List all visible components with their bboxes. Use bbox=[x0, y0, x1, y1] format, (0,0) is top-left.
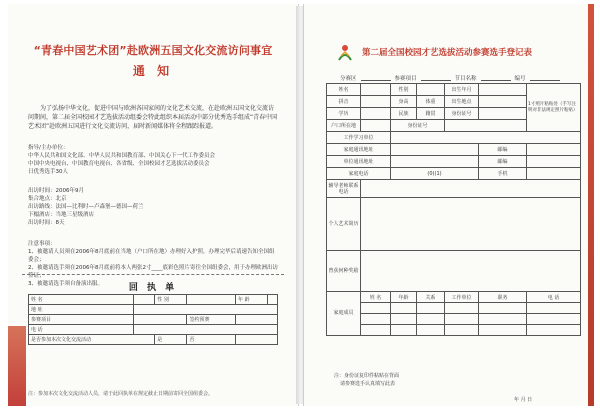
cell-input[interactable] bbox=[236, 335, 278, 345]
table-row bbox=[327, 325, 581, 336]
label-hukou: 户口所在地 bbox=[327, 120, 361, 132]
cell-input[interactable] bbox=[134, 295, 155, 305]
reg-field-label: 节目名称 bbox=[454, 76, 477, 82]
table-row bbox=[29, 315, 278, 325]
organizer-line: 中国中央电视台、中国教育电视台、各省级、全国校园才艺选拔活动委员会 bbox=[28, 161, 210, 167]
cell-input[interactable] bbox=[417, 314, 445, 325]
table-row bbox=[327, 251, 581, 292]
input-education[interactable] bbox=[361, 108, 391, 120]
cell-input[interactable] bbox=[417, 325, 445, 336]
family-col-work: 工作单位 bbox=[445, 292, 479, 303]
label-native: 籍贯 bbox=[417, 108, 445, 120]
cell-input[interactable] bbox=[391, 325, 417, 336]
detail-row: 下榻酒店：当地三星级酒店 bbox=[28, 212, 95, 218]
detail-row: 出访时间：8天 bbox=[28, 220, 65, 226]
reg-field-label: 分赛区 bbox=[340, 76, 357, 82]
table-row bbox=[327, 144, 581, 156]
form-footnote: 请参赛选手认真填写此表 bbox=[340, 381, 396, 387]
reg-field-input[interactable] bbox=[530, 74, 560, 81]
table-row bbox=[327, 132, 581, 144]
label-postcode-2: 邮编 bbox=[479, 156, 527, 168]
detail-row: 出访时间：2006年9月 bbox=[28, 188, 85, 194]
cell-label: 参赛项目 bbox=[29, 315, 134, 325]
cell-input[interactable] bbox=[268, 295, 278, 305]
label-height: 身高 bbox=[391, 96, 417, 108]
red-edge-decoration bbox=[588, 4, 594, 406]
cell-input[interactable] bbox=[391, 314, 417, 325]
label-home-address: 家庭通讯地址 bbox=[327, 144, 391, 156]
table-row bbox=[327, 303, 581, 314]
cell-label: 签约预赛 bbox=[187, 315, 236, 325]
cell-input[interactable] bbox=[417, 303, 445, 314]
cell-input[interactable] bbox=[187, 295, 236, 305]
photo-box[interactable]: 1寸照片粘贴处（手写注明对非法规定照片粘贴） bbox=[527, 84, 581, 132]
reg-field-label: 编号 bbox=[514, 76, 526, 82]
cell-input[interactable] bbox=[361, 325, 391, 336]
table-row bbox=[327, 168, 581, 180]
cell-input[interactable] bbox=[479, 303, 527, 314]
reg-field-input[interactable] bbox=[421, 74, 451, 81]
notice-subtitle: 通 知 bbox=[132, 64, 174, 78]
input-hukou[interactable] bbox=[361, 120, 391, 132]
family-col-title: 职务 bbox=[479, 292, 527, 303]
label-birth: 出生年月 bbox=[445, 84, 479, 96]
label-awards: 曾获何种奖励 bbox=[327, 251, 361, 292]
cell-input[interactable] bbox=[134, 315, 187, 325]
label-family: 家庭成员 bbox=[327, 292, 361, 336]
label-mobile: 手机 bbox=[479, 168, 527, 180]
label-work-address: 单位通讯地址 bbox=[327, 156, 391, 168]
notice-intro bbox=[28, 104, 278, 135]
table-row bbox=[327, 314, 581, 325]
cell-input[interactable] bbox=[479, 325, 527, 336]
notes-label: 注意事项： bbox=[28, 241, 56, 247]
input-home-phone[interactable]: (0)(1) bbox=[391, 168, 479, 180]
reg-field-label: 参赛项目 bbox=[394, 76, 417, 82]
input-work-address[interactable] bbox=[391, 156, 479, 168]
receipt-title: 回 执 单 bbox=[128, 283, 178, 293]
label-tutor: 辅导老师联系电话 bbox=[327, 180, 361, 198]
label-gender: 性别 bbox=[391, 84, 417, 96]
label-weight: 体重 bbox=[417, 96, 445, 108]
registration-fields bbox=[340, 74, 580, 82]
label-id-2: 身份证号 bbox=[391, 120, 445, 132]
date-line: 年 月 日 bbox=[514, 397, 533, 403]
table-row bbox=[29, 325, 278, 335]
cell-input[interactable] bbox=[527, 303, 581, 314]
cell-label: 年 龄 bbox=[236, 295, 268, 305]
cell-label: 性 别 bbox=[155, 295, 187, 305]
input-postcode[interactable] bbox=[527, 144, 581, 156]
table-row bbox=[327, 198, 581, 251]
label-ethnicity: 民族 bbox=[391, 108, 417, 120]
organizers-label: 指导/主办单位： bbox=[28, 145, 69, 151]
input-workplace[interactable] bbox=[391, 132, 581, 144]
cell-input[interactable] bbox=[361, 303, 391, 314]
intro-paragraph: 为了弘扬中华文化，促进中国与欧洲各国家间的文化艺术交流，在赴欧洲五国文化交流访问期间，第二届全国校园才艺选拔活动组委会特此组织本届活动中部分优秀选手组成“青春中国艺术团”赴欧洲五国进行文化交流访问，届时新闻媒体将全程跟踪报道。 bbox=[28, 105, 278, 130]
table-row bbox=[29, 305, 278, 315]
table-row bbox=[29, 295, 278, 305]
label-postcode: 邮编 bbox=[479, 144, 527, 156]
cell-label: 电 话 bbox=[29, 325, 134, 335]
table-row bbox=[327, 84, 581, 96]
input-postcode-2[interactable] bbox=[527, 156, 581, 168]
cell-input[interactable] bbox=[134, 325, 278, 335]
cell-input[interactable] bbox=[445, 314, 479, 325]
input-awards[interactable] bbox=[361, 251, 581, 292]
detail-row: 集合地点：北京 bbox=[28, 196, 67, 202]
table-row bbox=[327, 180, 581, 198]
table-row bbox=[327, 156, 581, 168]
trip-details bbox=[28, 187, 278, 227]
receipt-table bbox=[28, 294, 278, 345]
cell-label: 姓 名 bbox=[29, 295, 134, 305]
family-col-name: 姓 名 bbox=[361, 292, 391, 303]
note-item: 1、被邀请人员须在2006年8月底前在当地（户口所在地）办理好入护照，办理完毕后请速告知全国组委会； bbox=[28, 249, 275, 263]
input-gender[interactable] bbox=[417, 84, 445, 96]
label-workplace: 工作学习单位 bbox=[327, 132, 391, 144]
table-row bbox=[327, 292, 581, 303]
notice-title: “青春中国艺术团”赴欧洲五国文化交流访问事宜 bbox=[33, 44, 273, 57]
input-id[interactable] bbox=[479, 108, 527, 120]
input-id-2[interactable] bbox=[445, 120, 527, 132]
organizer-line: 中华人民共和国文化部、中华人民共和国教育部、中国关心下一代工作委员会 bbox=[28, 153, 216, 159]
input-mobile[interactable] bbox=[527, 168, 581, 180]
cell-input[interactable] bbox=[391, 303, 417, 314]
label-id: 身份证号 bbox=[445, 108, 479, 120]
input-birthplace[interactable] bbox=[479, 96, 527, 108]
reg-field-input[interactable] bbox=[481, 74, 511, 81]
cut-line bbox=[22, 274, 284, 275]
input-birth[interactable] bbox=[479, 84, 527, 96]
family-col-relation: 关系 bbox=[417, 292, 445, 303]
reg-field-input[interactable] bbox=[361, 74, 391, 81]
receipt-footnote: 注：参加本次文化交流活动人员，请于此回执单在规定截止日期前寄回全国组委会。 bbox=[28, 391, 214, 397]
label-home-phone: 家庭电话 bbox=[327, 168, 391, 180]
input-home-address[interactable] bbox=[391, 144, 479, 156]
cell-input[interactable] bbox=[479, 314, 527, 325]
label-name: 姓名 bbox=[327, 84, 361, 96]
right-page bbox=[304, 4, 594, 406]
cell-label: 地 址 bbox=[29, 305, 134, 315]
cell-input[interactable] bbox=[527, 314, 581, 325]
checkbox-yes[interactable]: 是 bbox=[155, 335, 187, 345]
table-row bbox=[29, 335, 278, 345]
organizers bbox=[28, 144, 278, 176]
cell-label: 是否参加本次文化交流活动 bbox=[29, 335, 155, 345]
input-name[interactable] bbox=[361, 84, 391, 96]
cell-input[interactable] bbox=[527, 325, 581, 336]
input-pinyin[interactable] bbox=[361, 96, 391, 108]
registration-form bbox=[326, 83, 581, 336]
organizer-line: 日优秀选手30人 bbox=[28, 169, 68, 175]
cell-input[interactable] bbox=[134, 305, 278, 315]
cell-input[interactable] bbox=[361, 314, 391, 325]
note-item: 2、被邀请选手须在2006年8月底前将本人两张2寸____底彩色照片寄往全国组委会，用于办理欧洲出访签证； bbox=[28, 265, 278, 279]
left-page bbox=[8, 4, 298, 406]
cell-input[interactable] bbox=[445, 325, 479, 336]
label-resume: 个人艺术简历 bbox=[327, 198, 361, 251]
input-tutor[interactable] bbox=[361, 180, 581, 198]
family-col-phone: 电 话 bbox=[527, 292, 581, 303]
red-corner-decoration bbox=[8, 326, 26, 406]
detail-row: 出访路线：法国—比利时—卢森堡—德国—荷兰 bbox=[28, 204, 144, 210]
event-logo-icon bbox=[334, 42, 356, 64]
form-title: 第二届全国校园才艺选拔活动参赛选手登记表 bbox=[362, 48, 533, 58]
label-birthplace: 出生地点 bbox=[445, 96, 479, 108]
family-col-age: 年龄 bbox=[391, 292, 417, 303]
input-resume[interactable] bbox=[361, 198, 581, 251]
note-item: 3、被邀请选手须自备演出服。 bbox=[28, 281, 104, 287]
cell-input[interactable] bbox=[236, 315, 278, 325]
label-education: 学历 bbox=[327, 108, 361, 120]
label-pinyin: 拼音 bbox=[327, 96, 361, 108]
checkbox-no[interactable]: 否 bbox=[187, 335, 236, 345]
form-footnote: 注：身份证复印件粘贴在背面 bbox=[334, 373, 400, 379]
cell-input[interactable] bbox=[445, 303, 479, 314]
